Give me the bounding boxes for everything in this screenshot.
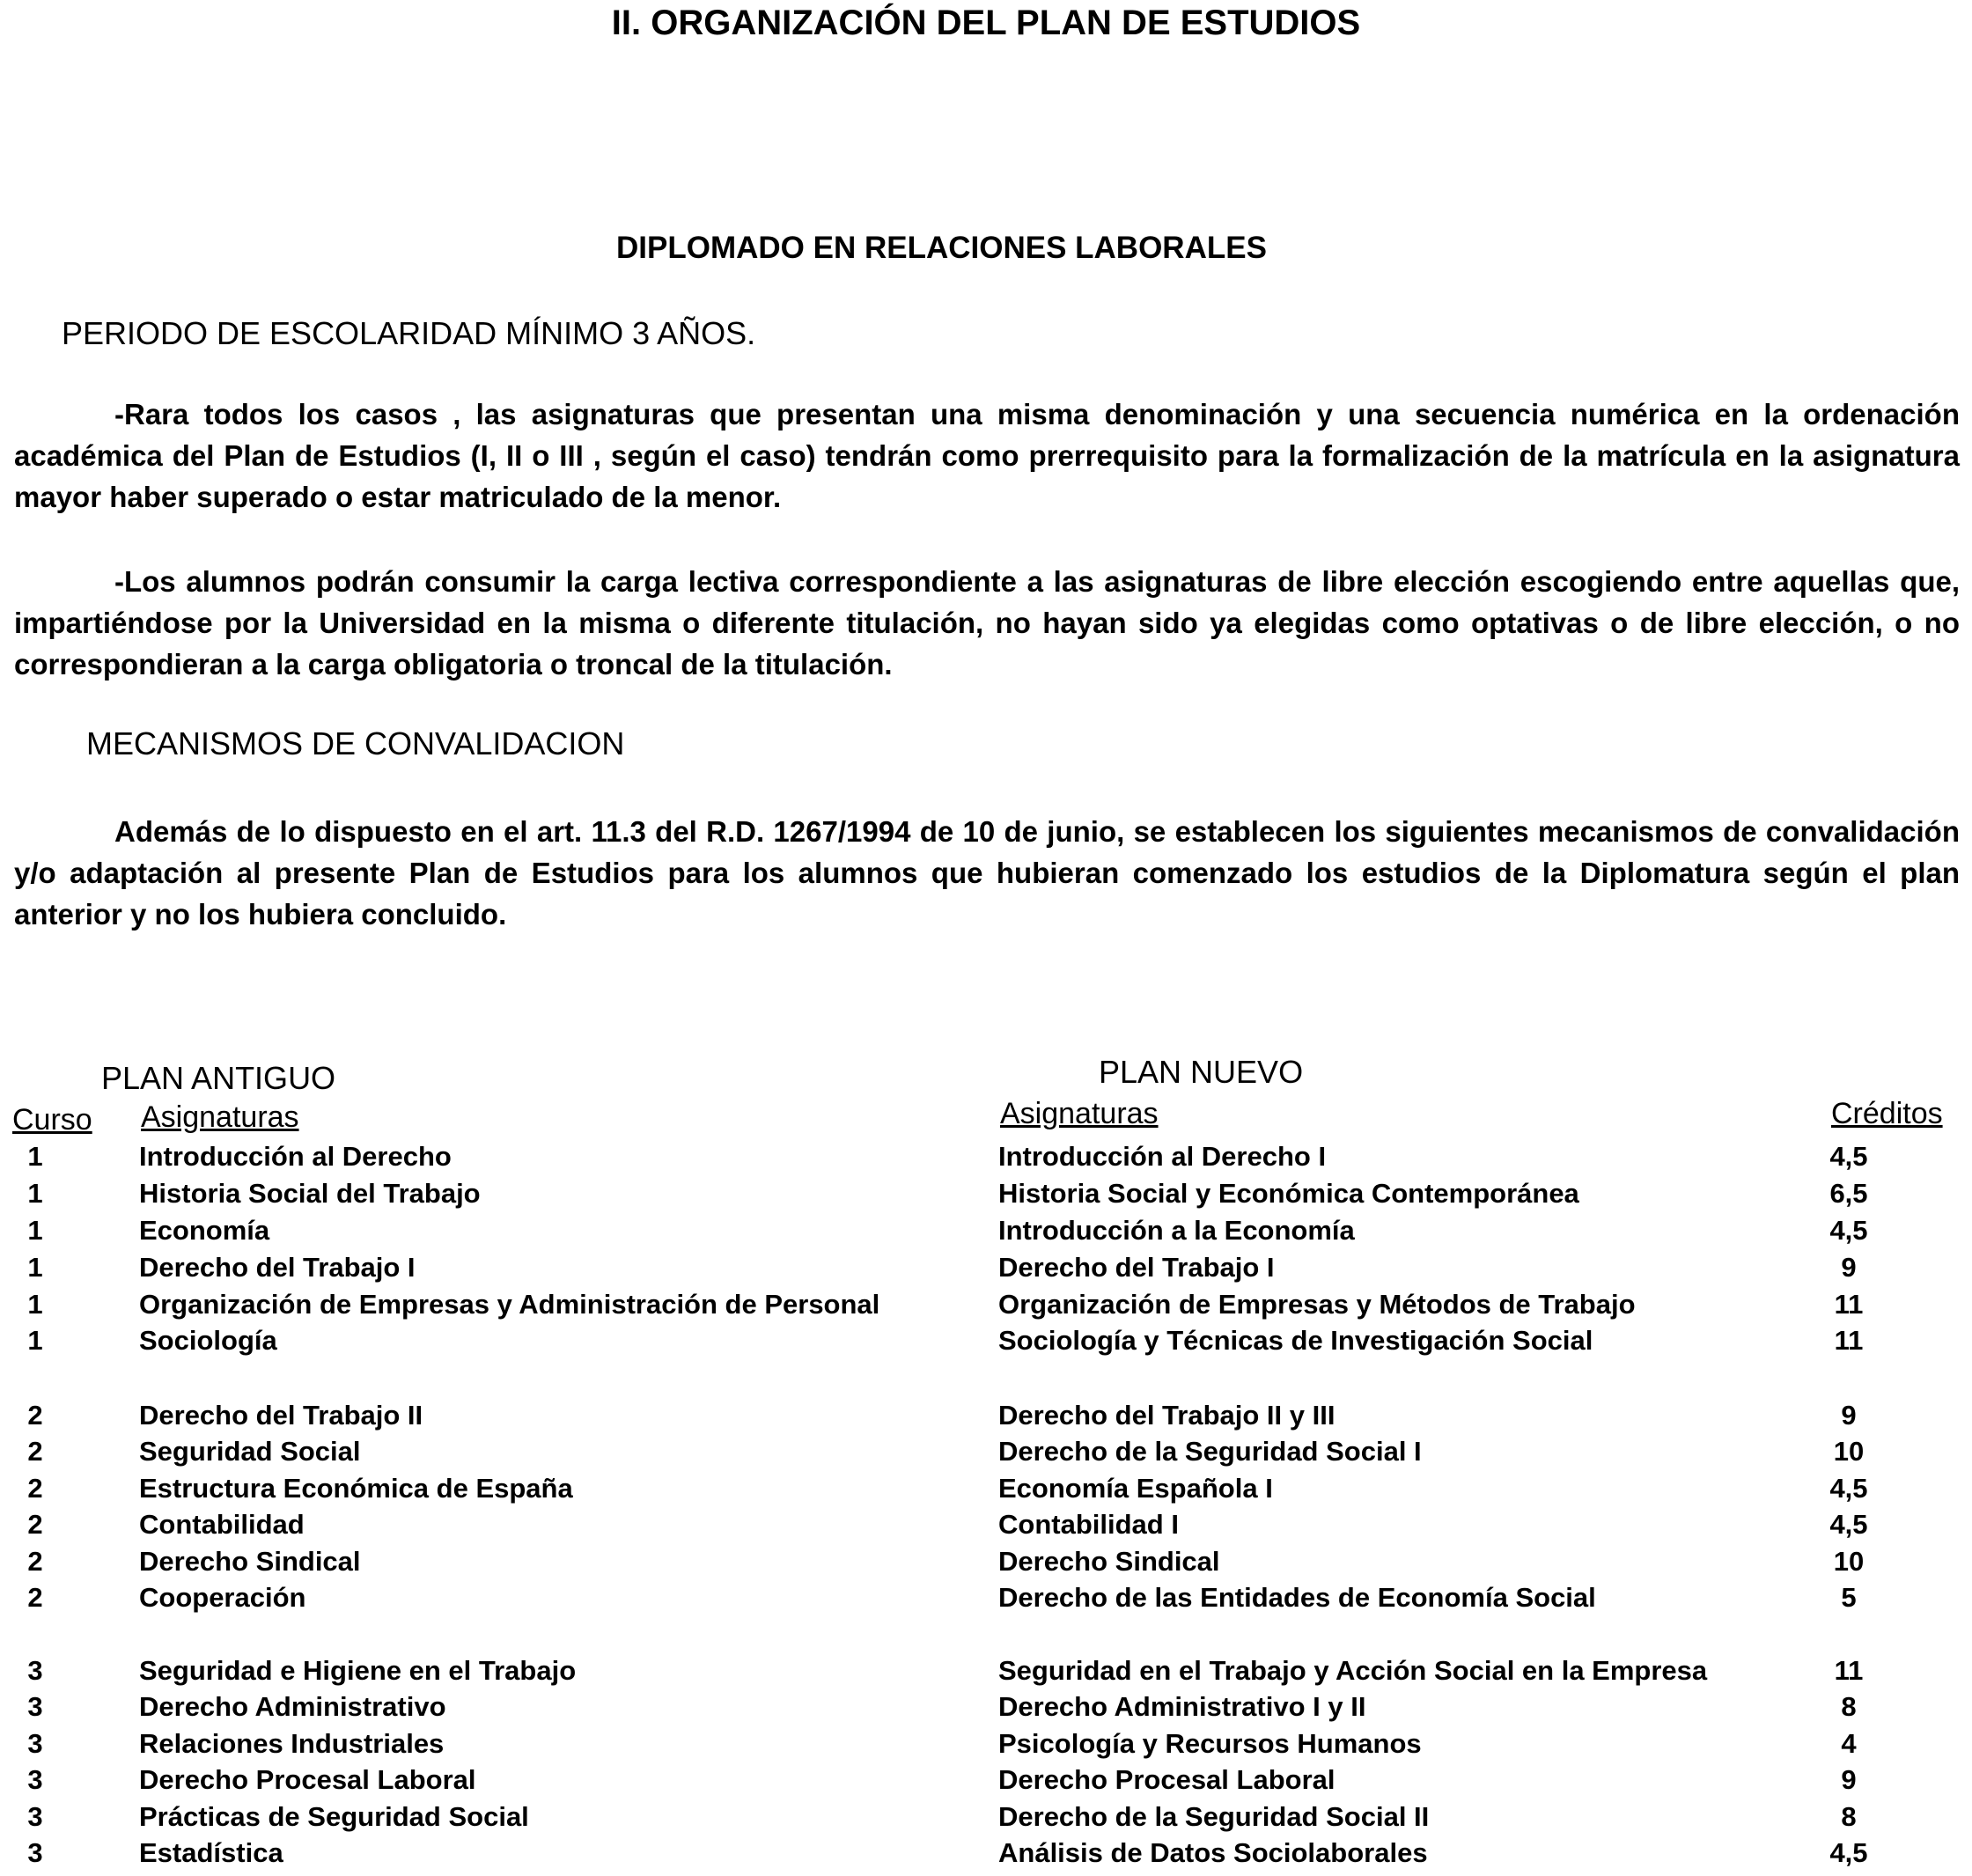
old-subject-cell: Derecho Procesal Laboral [139,1764,476,1795]
old-subject-cell: Relaciones Industriales [139,1728,445,1759]
table-row [0,1215,1972,1252]
credits-cell: 11 [1834,1655,1864,1686]
curso-cell: 2 [27,1473,43,1504]
curso-cell: 1 [27,1178,43,1209]
column-header-asignaturas-new: Asignaturas [1000,1097,1159,1130]
credits-cell: 10 [1833,1436,1865,1467]
old-subject-cell: Derecho del Trabajo II [139,1400,423,1431]
table-row [0,1691,1972,1728]
old-subject-cell: Contabilidad [139,1509,305,1540]
new-subject-cell: Derecho de la Seguridad Social I [998,1436,1422,1467]
curso-cell: 1 [27,1252,43,1283]
new-subject-cell: Derecho Procesal Laboral [998,1764,1336,1795]
credits-cell: 9 [1841,1252,1857,1283]
new-subject-cell: Historia Social y Económica Contemporánea [998,1178,1579,1209]
new-subject-cell: Derecho del Trabajo I [998,1252,1275,1283]
old-subject-cell: Economía [139,1215,270,1246]
table-row [0,1400,1972,1437]
table-row [0,1141,1972,1178]
column-header-asignaturas-old: Asignaturas [141,1100,299,1134]
table-row [0,1582,1972,1619]
paragraph-convalidation: Además de lo dispuesto en el art. 11.3 del R.D. 1267/1994 de 10 de junio, se establecen los siguientes mecanismos de convalidación y/o adaptación al presente Plan de Estudios para los alumnos que hubieran comenzado los estudios de la Diplomatura según el plan anterior y no los hubiera concluido. [14,815,1960,931]
table-row [0,1289,1972,1326]
table-row [0,1764,1972,1801]
table-row [0,1252,1972,1289]
curso-cell: 1 [27,1325,43,1356]
column-header-curso: Curso [12,1103,92,1137]
credits-cell: 9 [1841,1400,1857,1431]
new-subject-cell: Derecho de la Seguridad Social II [998,1801,1430,1832]
credits-cell: 4,5 [1829,1509,1868,1540]
new-subject-cell: Seguridad en el Trabajo y Acción Social en la Empresa [998,1655,1708,1686]
paragraph-free-choice: -Los alumnos podrán consumir la carga lectiva correspondiente a las asignaturas de libre elección escogiendo entre aquellas que, impartiéndose por la Universidad en la misma o diferente titulación, no hayan sido ya elegidas como optativas o de libre elección, o no correspondieran a la carga obligatoria o troncal de la titulación. [14,565,1960,681]
old-subject-cell: Seguridad e Higiene en el Trabajo [139,1655,577,1686]
curso-cell: 2 [27,1546,43,1577]
new-subject-cell: Análisis de Datos Sociolaborales [998,1837,1428,1868]
table-row [0,1546,1972,1583]
table-row [0,1436,1972,1473]
plan-antiguo-heading: PLAN ANTIGUO [101,1060,336,1096]
new-subject-cell: Derecho Administrativo I y II [998,1691,1366,1722]
table-row [0,1178,1972,1215]
table-row [0,1837,1972,1874]
curso-cell: 3 [27,1801,43,1832]
credits-cell: 11 [1834,1325,1864,1356]
curso-cell: 2 [27,1436,43,1467]
new-subject-cell: Derecho del Trabajo II y III [998,1400,1336,1431]
curso-cell: 3 [27,1728,43,1759]
old-subject-cell: Introducción al Derecho [139,1141,452,1172]
credits-cell: 4,5 [1829,1141,1868,1172]
old-subject-cell: Derecho Administrativo [139,1691,446,1722]
credits-cell: 4 [1841,1728,1857,1759]
old-subject-cell: Derecho del Trabajo I [139,1252,416,1283]
period-heading: PERIODO DE ESCOLARIDAD MÍNIMO 3 AÑOS. [62,315,756,351]
new-subject-cell: Sociología y Técnicas de Investigación Social [998,1325,1593,1356]
plan-nuevo-heading: PLAN NUEVO [1099,1054,1304,1090]
credits-cell: 6,5 [1829,1178,1868,1209]
curso-cell: 3 [27,1655,43,1686]
curso-cell: 3 [27,1764,43,1795]
credits-cell: 8 [1841,1691,1857,1722]
credits-cell: 11 [1834,1289,1864,1320]
new-subject-cell: Organización de Empresas y Métodos de Trabajo [998,1289,1636,1320]
old-subject-cell: Prácticas de Seguridad Social [139,1801,529,1832]
credits-cell: 8 [1841,1801,1857,1832]
new-subject-cell: Psicología y Recursos Humanos [998,1728,1422,1759]
curso-cell: 1 [27,1289,43,1320]
table-row [0,1509,1972,1546]
new-subject-cell: Economía Española I [998,1473,1273,1504]
curso-cell: 2 [27,1400,43,1431]
new-subject-cell: Contabilidad I [998,1509,1179,1540]
old-subject-cell: Estadística [139,1837,283,1868]
credits-cell: 4,5 [1829,1837,1868,1868]
table-row [0,1728,1972,1765]
column-header-creditos: Créditos [1831,1097,1943,1130]
old-subject-cell: Estructura Económica de España [139,1473,573,1504]
curso-cell: 2 [27,1509,43,1540]
table-row [0,1473,1972,1510]
credits-cell: 4,5 [1829,1215,1868,1246]
new-subject-cell: Introducción a la Economía [998,1215,1355,1246]
degree-title: DIPLOMADO EN RELACIONES LABORALES [616,231,1267,265]
curso-cell: 1 [27,1141,43,1172]
credits-cell: 5 [1841,1582,1857,1613]
curso-cell: 1 [27,1215,43,1246]
table-row [0,1325,1972,1362]
old-subject-cell: Cooperación [139,1582,306,1613]
new-subject-cell: Introducción al Derecho I [998,1141,1327,1172]
paragraph-prerequisites: -Rara todos los casos , las asignaturas que presentan una misma denominación y una secuencia numérica en la ordenación académica del Plan de Estudios (I, II o III , según el caso) tendrán como prerrequisito para la formalización de la matrícula en la asignatura mayor haber superado o estar matriculado de la menor. [14,398,1960,513]
credits-cell: 9 [1841,1764,1857,1795]
old-subject-cell: Seguridad Social [139,1436,361,1467]
old-subject-cell: Organización de Empresas y Administración de Personal [139,1289,880,1320]
curso-cell: 3 [27,1691,43,1722]
credits-cell: 4,5 [1829,1473,1868,1504]
page-title: II. ORGANIZACIÓN DEL PLAN DE ESTUDIOS [611,4,1361,42]
table-row [0,1655,1972,1692]
credits-cell: 10 [1833,1546,1865,1577]
table-row [0,1801,1972,1838]
new-subject-cell: Derecho de las Entidades de Economía Social [998,1582,1596,1613]
mechanisms-heading: MECANISMOS DE CONVALIDACION [86,725,625,761]
new-subject-cell: Derecho Sindical [998,1546,1220,1577]
old-subject-cell: Historia Social del Trabajo [139,1178,481,1209]
curso-cell: 3 [27,1837,43,1868]
curso-cell: 2 [27,1582,43,1613]
old-subject-cell: Sociología [139,1325,277,1356]
old-subject-cell: Derecho Sindical [139,1546,361,1577]
